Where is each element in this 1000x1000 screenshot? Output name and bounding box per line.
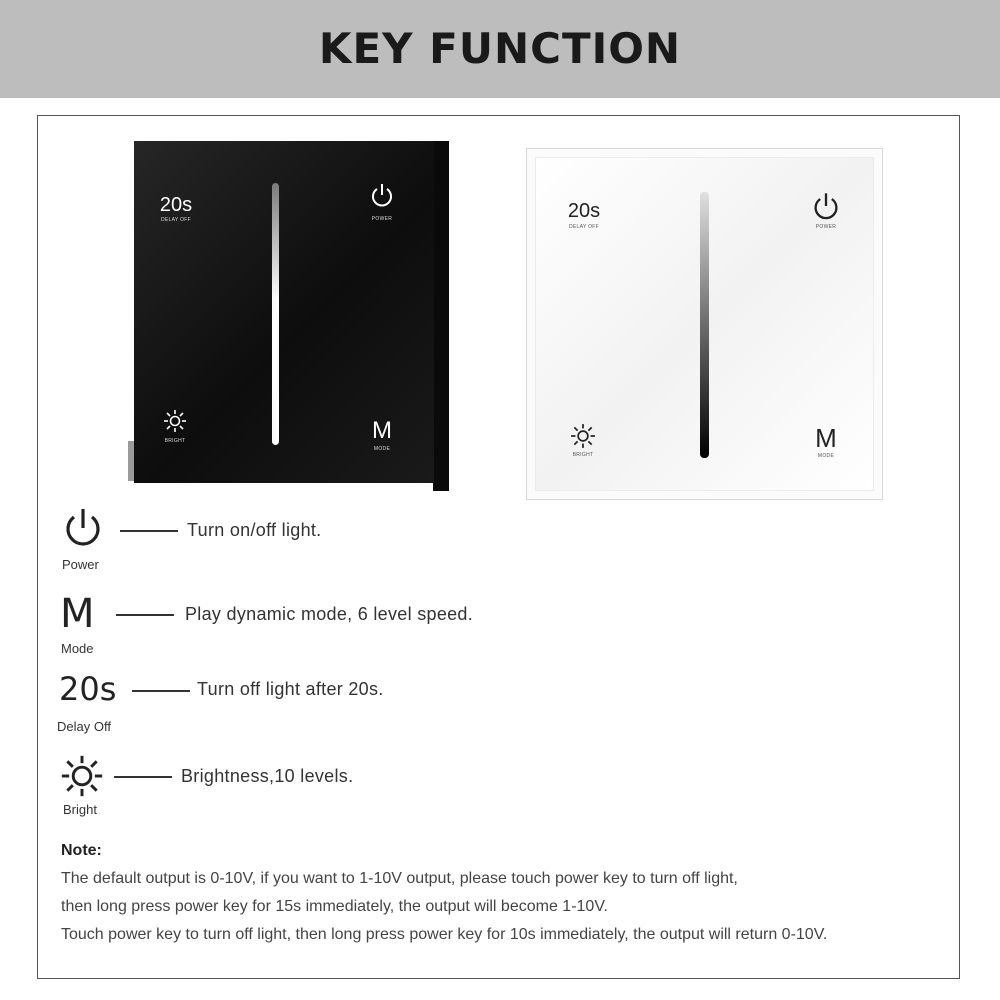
power-connector (120, 530, 178, 532)
black-mode-key[interactable]: M (372, 417, 392, 444)
black-bright-caption: BRIGHT (164, 438, 186, 444)
black-power-icon[interactable] (370, 182, 394, 208)
white-sun-icon[interactable] (570, 423, 596, 449)
bright-connector (114, 776, 172, 778)
delay-caption: Delay Off (57, 719, 111, 734)
white-power-icon[interactable] (812, 191, 840, 221)
white-mode-caption: MODE (817, 453, 835, 459)
note-line-2: then long press power key for 15s immediately, the output will become 1-10V. (61, 898, 608, 915)
note-line-1: The default output is 0-10V, if you want to 1-10V output, please touch power key to turn off light, (61, 870, 738, 887)
black-sun-icon[interactable] (163, 409, 187, 433)
bright-description: Brightness,10 levels. (181, 766, 354, 786)
mode-caption: Mode (61, 641, 94, 656)
white-delay-caption: DELAY OFF (568, 224, 600, 230)
black-touch-slider[interactable] (272, 183, 279, 445)
white-touch-slider[interactable] (700, 192, 709, 458)
delay-connector (132, 690, 190, 692)
mode-connector (116, 614, 174, 616)
black-delay-caption: DELAY OFF (160, 217, 192, 223)
black-mode-caption: MODE (373, 446, 391, 452)
white-delay-key[interactable]: 20s (567, 200, 601, 222)
mode-description: Play dynamic mode, 6 level speed. (185, 604, 474, 624)
black-panel-side (433, 141, 449, 491)
mode-icon: M (60, 591, 95, 637)
sun-icon (60, 754, 104, 798)
white-mode-key[interactable]: M (815, 423, 837, 453)
note-title: Note: (61, 842, 102, 859)
black-delay-key[interactable]: 20s (159, 194, 193, 216)
power-icon (62, 506, 104, 550)
white-bright-caption: BRIGHT (572, 452, 594, 458)
power-description: Turn on/off light. (187, 520, 322, 540)
delay-description: Turn off light after 20s. (197, 679, 384, 699)
white-power-caption: POWER (815, 224, 837, 230)
power-caption: Power (62, 557, 99, 572)
bright-caption: Bright (63, 802, 97, 817)
delay-icon: 20s (59, 670, 117, 708)
note-line-3: Touch power key to turn off light, then long press power key for 10s immediately, the output will return 0-10V. (61, 926, 828, 943)
page-title: KEY FUNCTION (318, 24, 682, 73)
black-power-caption: POWER (371, 216, 393, 222)
